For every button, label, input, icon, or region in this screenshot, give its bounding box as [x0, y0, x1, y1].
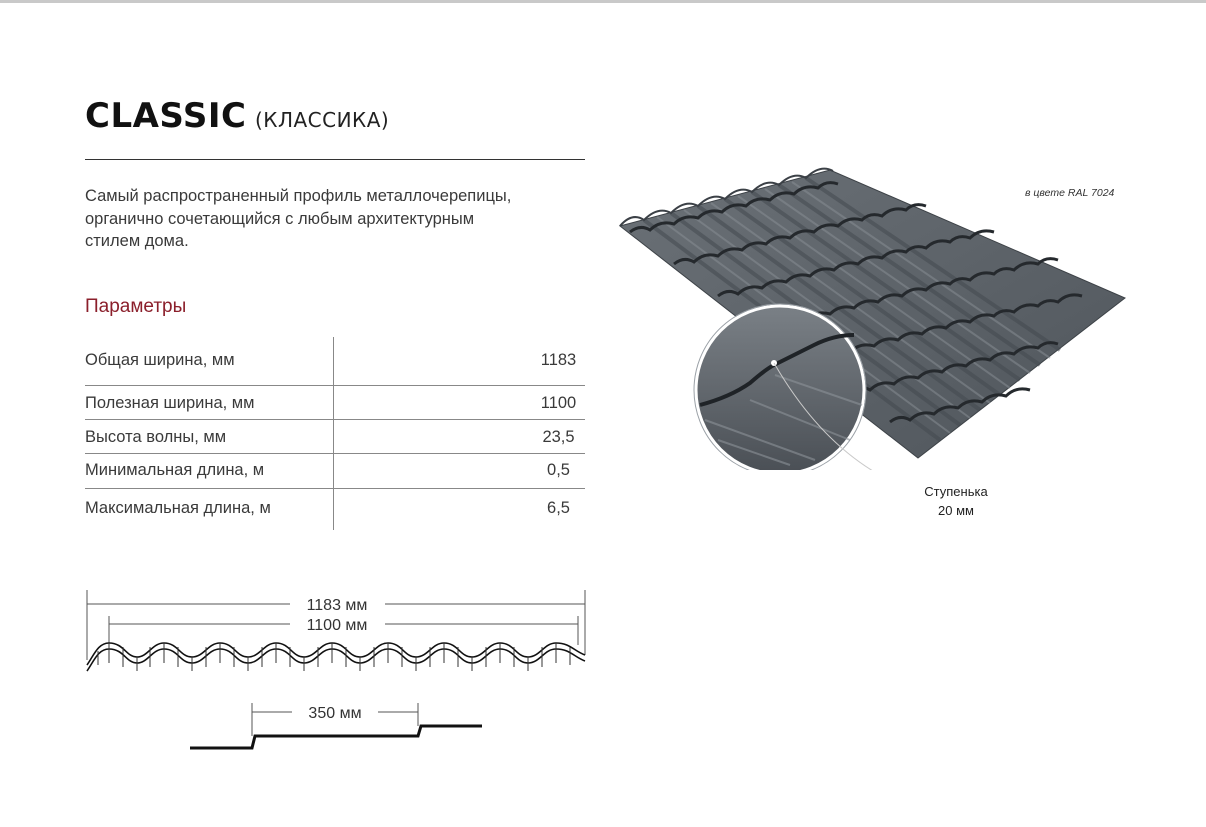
description-line: органично сочетающийся с любым архитектурным: [85, 209, 475, 228]
description-line: стилем дома.: [85, 232, 189, 250]
description: [85, 185, 605, 253]
profile-wave: [87, 643, 585, 671]
row-divider: [85, 488, 585, 489]
color-note: в цвете RAL 7024: [1025, 187, 1115, 199]
step-label-line: Ступенька: [924, 484, 988, 499]
title-subtitle: (КЛАССИКА): [254, 108, 390, 132]
dimension-total: 1183 мм: [306, 597, 368, 614]
param-label: Максимальная длина, м: [85, 499, 271, 517]
row-divider: [85, 385, 585, 386]
title-divider: [85, 159, 585, 160]
param-value: 1100: [540, 394, 577, 412]
page-title: [85, 96, 389, 136]
dimension-pitch: 350 мм: [308, 705, 362, 722]
top-border: [0, 0, 1206, 3]
param-label: Общая ширина, мм: [85, 351, 235, 369]
param-value: 6,5: [547, 499, 570, 517]
param-value: 1183: [540, 351, 577, 369]
title-main: CLASSIC: [85, 96, 247, 136]
metal-tile-sheet-image: [600, 160, 1140, 470]
param-label: Минимальная длина, м: [85, 461, 265, 479]
profile-hatching: [98, 643, 570, 671]
dimension-useful: 1100 мм: [306, 617, 368, 634]
description-line: Самый распространенный профиль металлочерепицы,: [85, 187, 512, 205]
step-label: [920, 482, 992, 520]
params-heading: Параметры: [85, 296, 187, 317]
param-value: 0,5: [547, 461, 570, 479]
row-divider: [85, 453, 585, 454]
table-column-divider: [333, 337, 334, 530]
step-pitch-drawing: [185, 698, 495, 758]
row-divider: [85, 419, 585, 420]
step-label-line: 20 мм: [938, 503, 974, 518]
profile-cross-section: [80, 585, 600, 675]
param-label: Высота волны, мм: [85, 428, 227, 446]
param-value: 23,5: [542, 428, 575, 446]
step-profile-line: [190, 726, 482, 748]
param-label: Полезная ширина, мм: [85, 394, 255, 412]
